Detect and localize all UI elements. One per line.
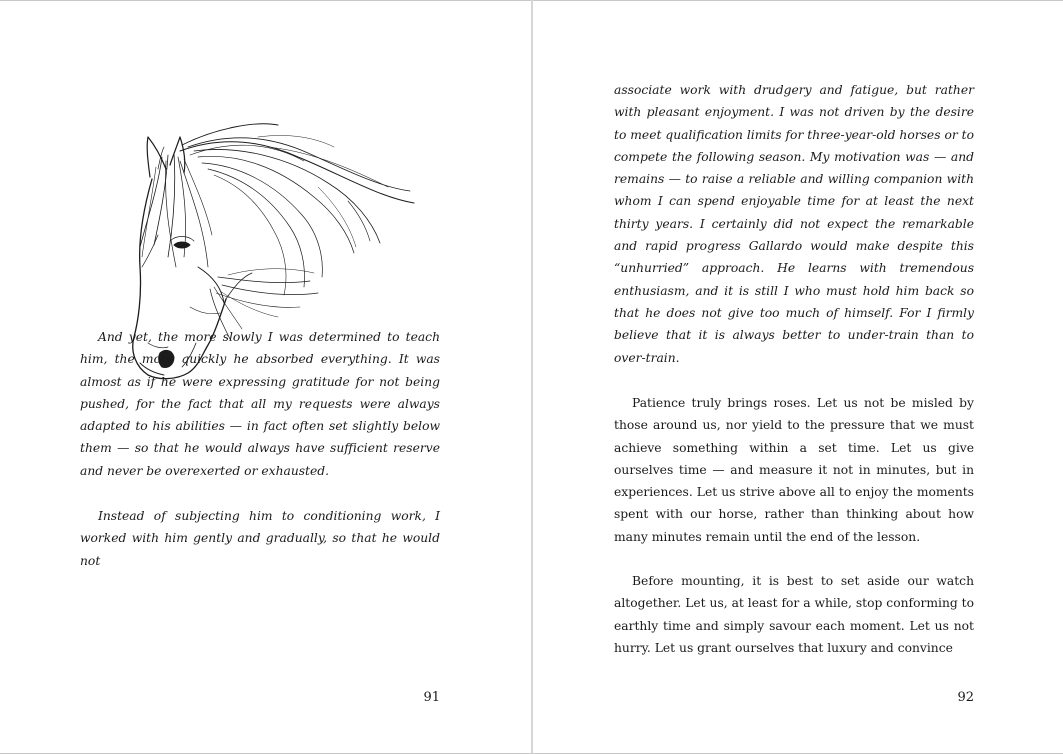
left-page: [0, 1, 531, 753]
left-paragraph-2: Instead of subjecting him to conditioning work, I worked with him gently and gradually, so that he would not: [80, 509, 440, 568]
right-paragraph-2: Patience truly brings roses. Let us not be misled by those around us, nor yield to the pressure that we must achieve something within a set time. Let us give ourselves time — and measure it not in minutes, but in experiences. Let us strive above all to enjoy the moments spent with our horse, rather than thinking about how many minutes remain until the end of the lesson.: [614, 396, 974, 544]
page-number-left: 91: [423, 690, 440, 705]
right-paragraph-1: associate work with drudgery and fatigue, but rather with pleasant enjoyment. I was not driven by the desire to meet qualification limits for three-year-old horses or to compete the following season. My motivation was — and remains — to raise a reliable and willing companion with whom I can spend enjoyable time for at least the next thirty years. I certainly did not expect the remarkable and rapid progress Gallardo would make despite this “unhurried” approach. He learns with tremendous enthusiasm, and it is still I who must hold him back so that he does not give too much of himself. For I firmly believe that it is always better to under-train than to over-train.: [614, 83, 974, 365]
left-paragraph-1: And yet, the more slowly I was determined to teach him, the more quickly he absorbed everything. It was almost as if he were expressing gratitude for not being pushed, for the fact that all my requests were always adapted to his abilities — in fact often set slightly below them — so that he would always have sufficient reserve and never be overexerted or exhausted.: [80, 330, 440, 478]
page-number-right: 92: [957, 690, 974, 705]
right-page: [533, 1, 1063, 753]
right-paragraph-3: Before mounting, it is best to set aside our watch altogether. Let us, at least for a while, stop conforming to earthly time and simply savour each moment. Let us not hurry. Let us grant ourselves that luxury and convince: [614, 574, 974, 655]
